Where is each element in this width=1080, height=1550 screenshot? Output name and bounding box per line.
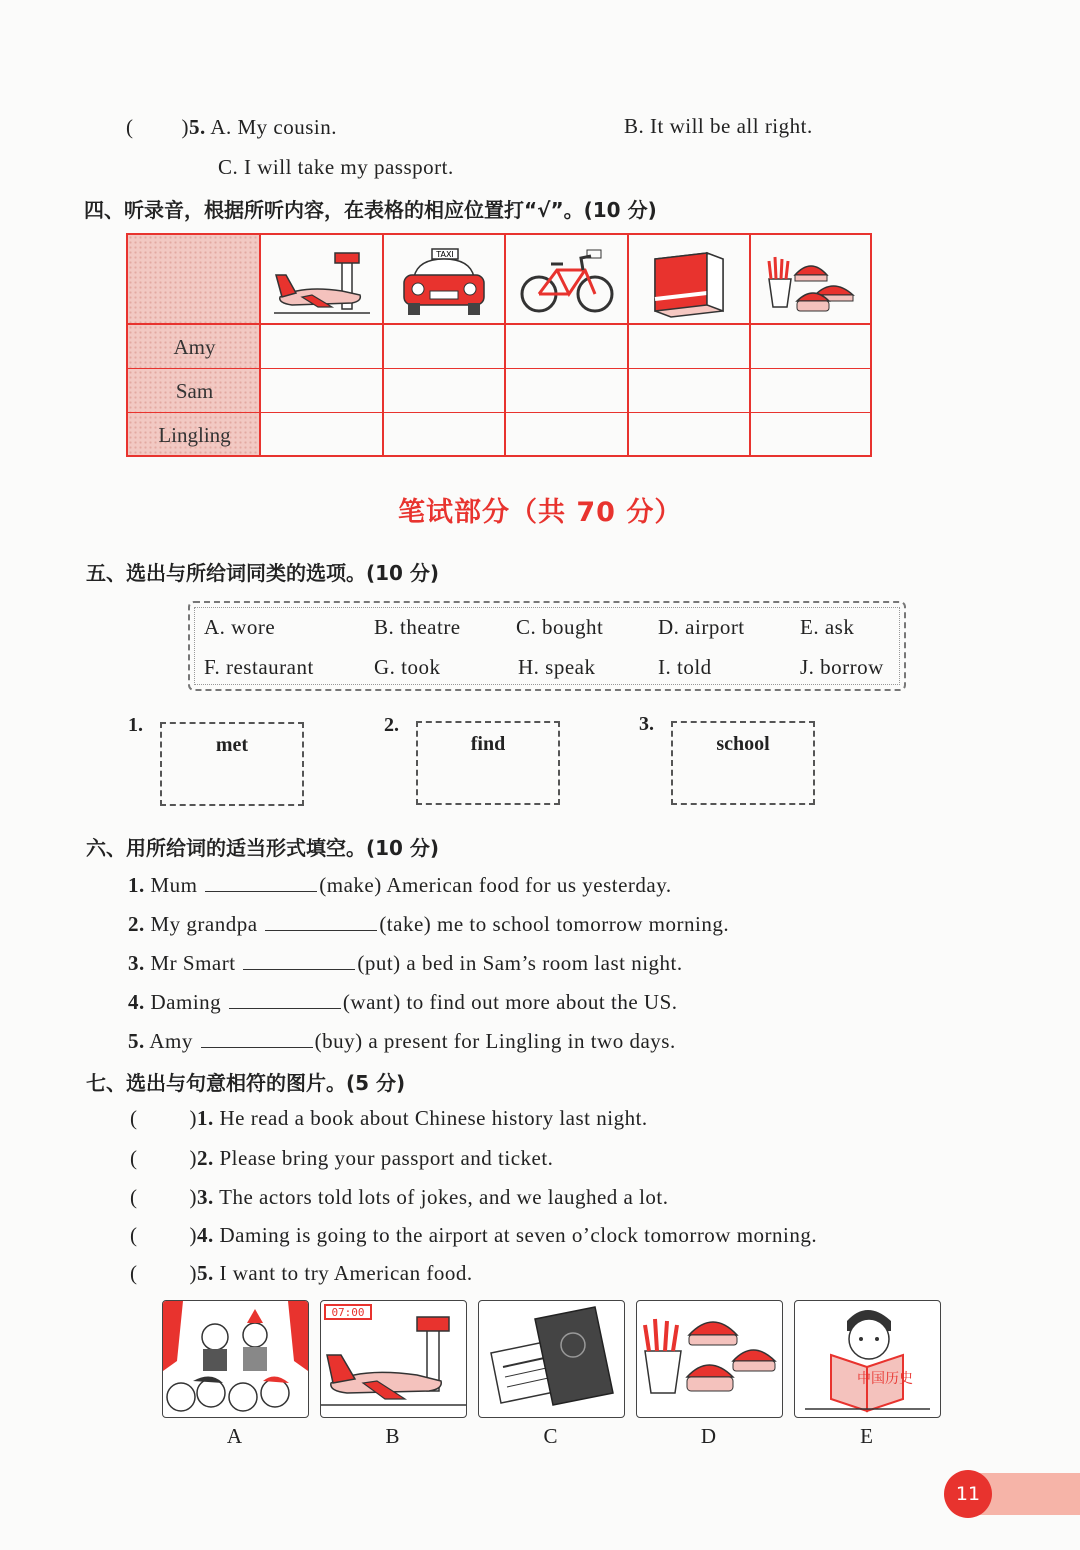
answer-box-met[interactable]: met (160, 722, 304, 806)
option-c: C. I will take my passport. (218, 155, 454, 179)
svg-text:07:00: 07:00 (331, 1306, 365, 1319)
section-5-heading: 五、选出与所给词同类的选项。(10 分) (86, 561, 440, 585)
row-label-amy: Amy (173, 335, 216, 359)
word-option: E. ask (800, 615, 855, 639)
option-a: A. My cousin. (210, 115, 338, 139)
question-number: 5. (189, 115, 206, 139)
row-label-sam: Sam (175, 379, 214, 403)
section-6-heading: 六、用所给词的适当形式填空。(10 分) (86, 836, 440, 860)
fill-blank[interactable] (243, 949, 355, 970)
taxi-icon (385, 241, 503, 325)
fill-blank[interactable] (205, 871, 317, 892)
fill-item: 1. Mum (make) American food for us yesterday. (128, 873, 672, 897)
paren-open: ( (126, 115, 134, 139)
picture-label-c: C (543, 1424, 558, 1448)
picture-label-d: D (700, 1424, 717, 1448)
picture-c-passport (478, 1300, 625, 1418)
airplane-icon (263, 241, 381, 325)
word-option: B. theatre (374, 615, 461, 639)
fast-food-icon (752, 241, 870, 325)
picture-d-fast-food (636, 1300, 783, 1418)
listening-table (126, 233, 872, 457)
written-section-title: 笔试部分（共 70 分） (398, 497, 683, 528)
picture-e-reading (794, 1300, 941, 1418)
match-item: ( )2. Please bring your passport and ticket. (130, 1146, 554, 1170)
word-option: C. bought (516, 615, 604, 639)
box-number: 2. (384, 714, 399, 736)
fill-item: 5. Amy (buy) a present for Lingling in two days. (128, 1029, 676, 1053)
word-option: J. borrow (800, 655, 884, 679)
word-option: G. took (374, 655, 441, 679)
section-7-heading: 七、选出与句意相符的图片。(5 分) (86, 1071, 406, 1095)
answer-box-find[interactable]: find (416, 721, 560, 805)
match-item: ( )1. He read a book about Chinese history last night. (130, 1106, 648, 1130)
box-number: 1. (128, 714, 143, 736)
section-4-heading: 四、听录音，根据所听内容，在表格的相应位置打“√”。(10 分) (84, 198, 657, 222)
picture-a-theatre (162, 1300, 309, 1418)
box-number: 3. (639, 713, 654, 735)
picture-label-b: B (385, 1424, 400, 1448)
word-option: D. airport (658, 615, 745, 639)
word-option: F. restaurant (204, 655, 314, 679)
fill-item: 2. My grandpa (take) me to school tomorrow morning. (128, 912, 730, 936)
word-option: A. wore (204, 615, 276, 639)
word-option: I. told (658, 655, 712, 679)
picture-label-a: A (226, 1424, 243, 1448)
match-item: ( )3. The actors told lots of jokes, and we laughed a lot. (130, 1185, 669, 1209)
book-icon (630, 241, 748, 325)
match-item: ( )5. I want to try American food. (130, 1261, 473, 1285)
word-option: H. speak (518, 655, 596, 679)
fill-item: 4. Daming (want) to find out more about the US. (128, 990, 678, 1014)
svg-text:TAXI: TAXI (436, 250, 454, 259)
svg-text:中国历史: 中国历史 (857, 1371, 913, 1387)
bicycle-icon (508, 241, 626, 325)
picture-b-airport (320, 1300, 467, 1418)
answer-box-school[interactable]: school (671, 721, 815, 805)
row-label-lingling: Lingling (158, 423, 231, 447)
picture-label-e: E (860, 1424, 873, 1448)
page-number: 11 (944, 1470, 992, 1518)
option-b: B. It will be all right. (624, 114, 813, 138)
fill-item: 3. Mr Smart (put) a bed in Sam’s room last night. (128, 951, 683, 975)
fill-blank[interactable] (229, 988, 341, 1009)
fill-blank[interactable] (201, 1027, 313, 1048)
fill-blank[interactable] (265, 910, 377, 931)
match-item: ( )4. Daming is going to the airport at seven o’clock tomorrow morning. (130, 1223, 818, 1247)
q3-5-row: ( )5. A. My cousin. (126, 115, 338, 139)
